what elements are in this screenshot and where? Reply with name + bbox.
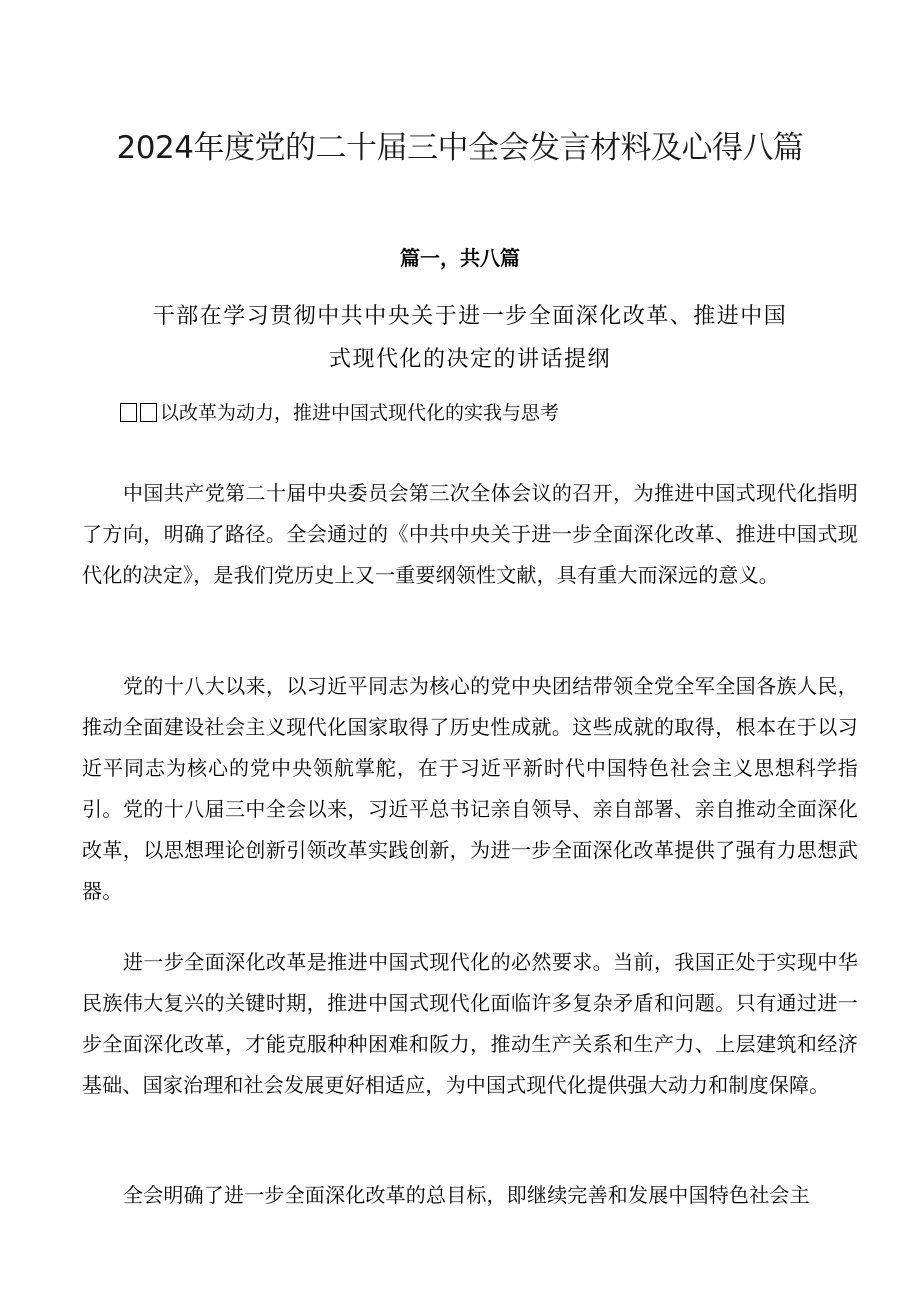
body-paragraph-2: 党的十八大以来，以习近平同志为核心的党中央团结带领全党全军全国各族人民，推动全面建设社会主义现代化国家取得了历史性成就。这些成就的取得，根本在于以习近平同志为核心的党中央领航掌舵，在于习近平新时代中国特色社会主义思想科学指引。党的十八届三中全会以来，习近平总书记亲自领导、亲自部署、亲自推动全面深化改革，以思想理论创新引领改革实践创新，为进一步全面深化改革提供了强有力思想武器。 <box>82 674 858 903</box>
document-title: 2024年度党的二十届三中全会发言材料及心得八篇 <box>116 130 804 166</box>
missing-glyph-box-icon <box>140 403 157 422</box>
body-paragraph-4: 全会明确了进一步全面深化改革的总目标，即继续完善和发展中国特色社会主 <box>123 1183 810 1207</box>
subtitle-line-2: 式现代化的决定的讲话提纲 <box>328 347 611 372</box>
intro-line <box>120 399 559 427</box>
subtitle-line-1: 干部在学习贯彻中共中央关于进一步全面深化改革、推进中国 <box>152 304 788 329</box>
section-heading: 篇一，共八篇 <box>400 246 520 270</box>
missing-glyph-box-icon <box>120 403 137 422</box>
body-paragraph-3: 进一步全面深化改革是推进中国式现代化的必然要求。当前，我国正处于实现中华民族伟大复兴的关键时期，推进中国式现代化面临许多复杂矛盾和问题。只有通过进一步全面深化改革，才能克服种种困难和阪力，推动生产关系和生产力、上层建筑和经济基础、国家治理和社会发展更好相适应，为中国式现代化提供强大动力和制度保障。 <box>82 950 858 1097</box>
intro-text: 以改革为动力，推进中国式现代化的实我与思考 <box>160 402 560 424</box>
body-paragraph-1: 中国共产党第二十届中央委员会第三次全体会议的召开，为推进中国式现代化指明了方向，明确了路径。全会通过的《中共中央关于进一步全面深化改革、推进中国式现代化的决定》，是我们党历史上又一重要纲领性文献，具有重大而深远的意义。 <box>82 481 858 587</box>
